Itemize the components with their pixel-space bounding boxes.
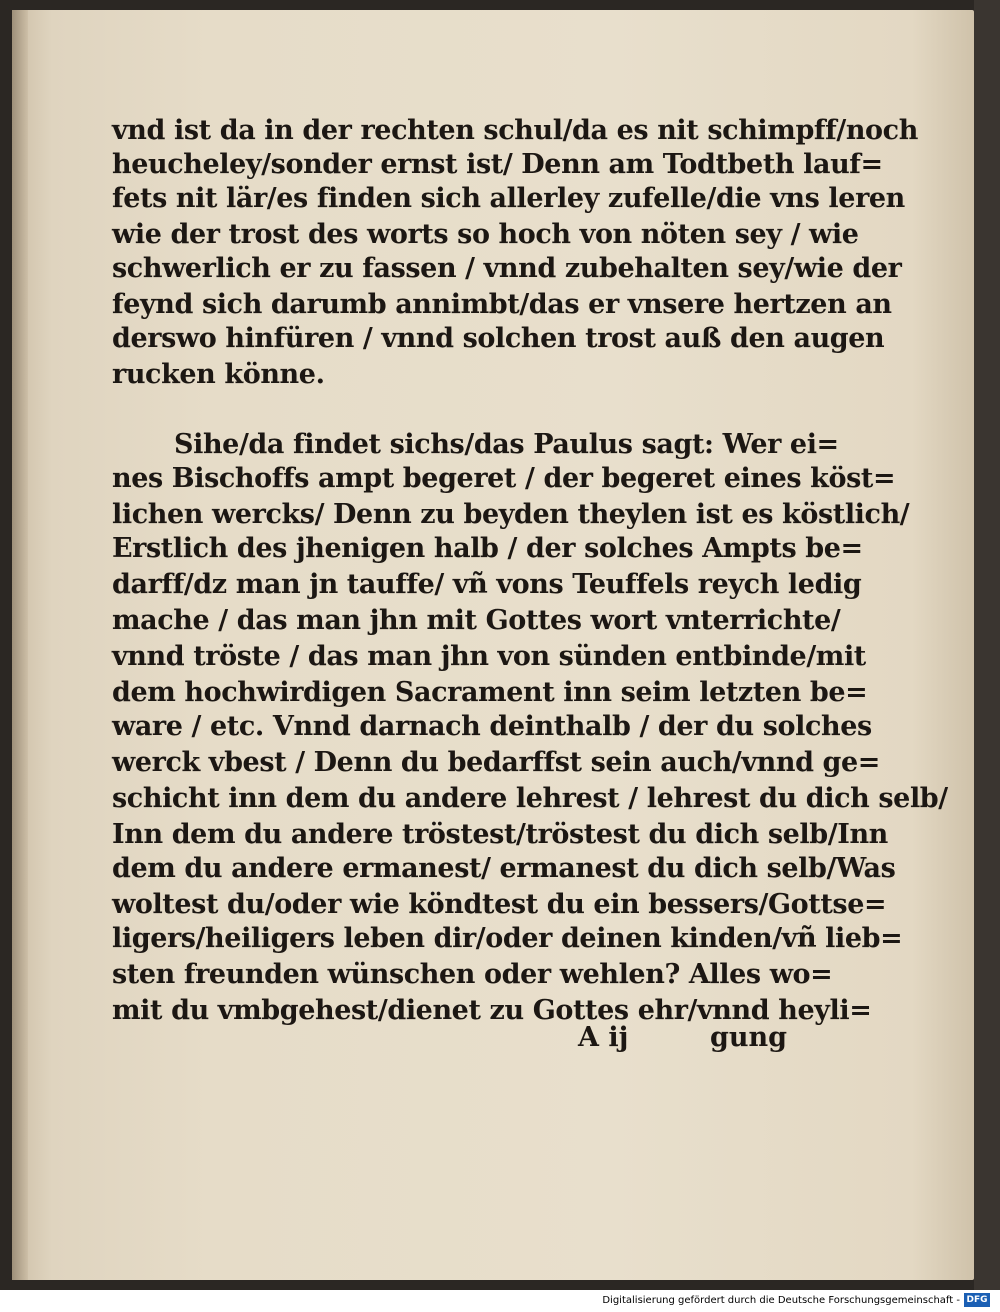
text-line: wie der trost des worts so hoch von nöten sey / wie: [112, 219, 859, 250]
text-line: lichen wercks/ Denn zu beyden theylen ist es köstlich/: [112, 499, 910, 530]
text-line: feynd sich darumb annimbt/das er vnsere hertzen an: [112, 289, 892, 320]
footer-bar: [0, 1290, 1000, 1312]
text-line: derswo hinfüren / vnnd solchen trost auß den augen: [112, 323, 885, 354]
text-line: dem hochwirdigen Sacrament inn seim letzten be=: [112, 677, 868, 708]
text-line: schwerlich er zu fassen / vnnd zubehalten sey/wie der: [112, 253, 902, 284]
text-line: ware / etc. Vnnd darnach deinthalb / der du solches: [112, 711, 872, 742]
signature-mark: A ij: [578, 1022, 629, 1053]
text-line: nes Bischoffs ampt begeret / der begeret eines köst=: [112, 463, 896, 494]
text-line: rucken könne.: [112, 359, 325, 390]
text-line: fets nit lär/es finden sich allerley zufelle/die vns leren: [112, 183, 905, 214]
text-line: darff/dz man jn tauffe/ vñ vons Teuffels reych ledig: [112, 569, 862, 600]
text-line: vnd ist da in der rechten schul/da es nit schimpff/noch: [112, 115, 918, 146]
text-line: Erstlich des jhenigen halb / der solches Ampts be=: [112, 533, 863, 564]
scan-border: [974, 0, 1000, 1290]
text-line: woltest du/oder wie köndtest du ein bessers/Gottse=: [112, 889, 887, 920]
text-line: vnnd tröste / das man jhn von sünden entbinde/mit: [112, 641, 866, 672]
text-line: Sihe/da findet sichs/das Paulus sagt: Wer ei=: [174, 429, 839, 460]
dfg-logo: DFG: [964, 1293, 990, 1307]
text-line: mache / das man jhn mit Gottes wort vnterrichte/: [112, 605, 841, 636]
text-line: Inn dem du andere tröstest/tröstest du dich selb/Inn: [112, 819, 888, 850]
page-spine-shadow: [12, 10, 28, 1280]
funding-notice: Digitalisierung gefördert durch die Deutsche Forschungsgemeinschaft -: [602, 1295, 960, 1306]
text-line: ligers/heiligers leben dir/oder deinen kinden/vñ lieb=: [112, 923, 903, 954]
text-line: werck vbest / Denn du bedarffst sein auch/vnnd ge=: [112, 747, 881, 778]
text-line: sten freunden wünschen oder wehlen? Alles wo=: [112, 959, 833, 990]
text-line: mit du vmbgehest/dienet zu Gottes ehr/vnnd heyli=: [112, 995, 872, 1026]
text-line: schicht inn dem du andere lehrest / lehrest du dich selb/: [112, 783, 948, 814]
catchword: gung: [710, 1022, 788, 1053]
text-line: heucheley/sonder ernst ist/ Denn am Todtbeth lauf=: [112, 149, 883, 180]
text-line: dem du andere ermanest/ ermanest du dich selb/Was: [112, 853, 896, 884]
